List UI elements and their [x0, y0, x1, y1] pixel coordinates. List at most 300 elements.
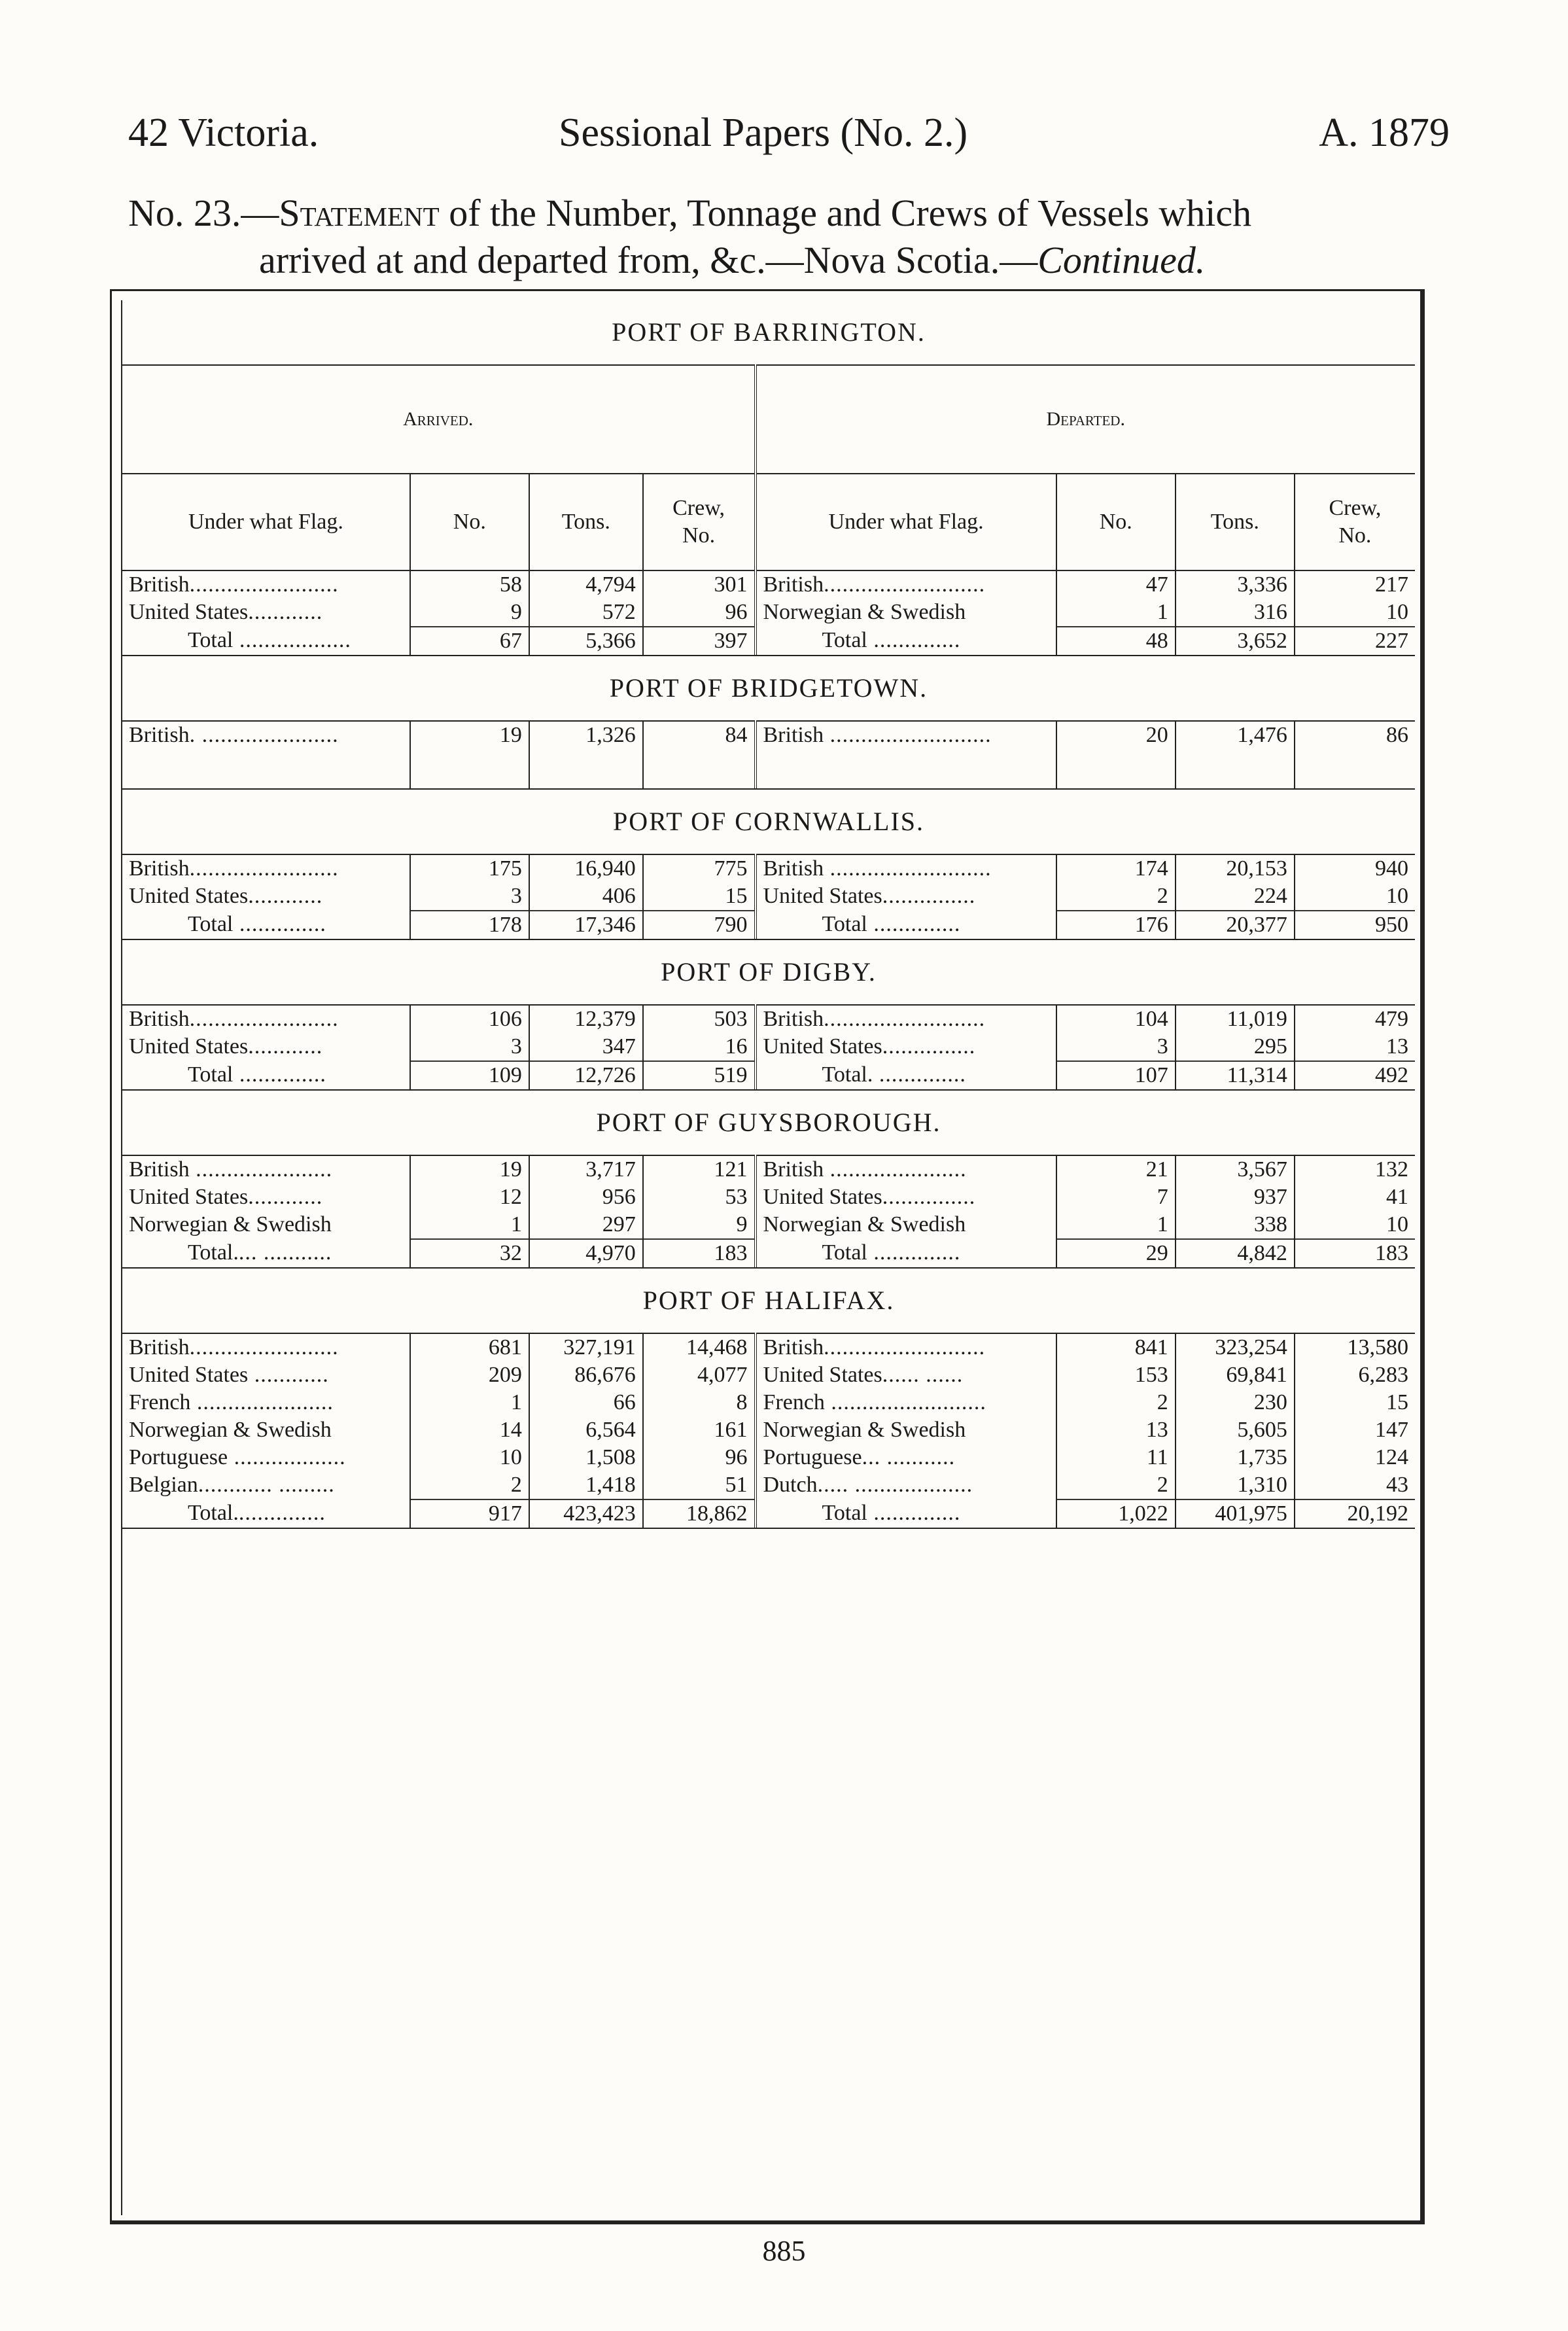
arrived-total-crew: 183 [643, 1239, 756, 1267]
departed-no-cell [1056, 570, 1176, 627]
departed-total-crew: 20,192 [1295, 1499, 1415, 1528]
port-heading-row [122, 939, 1415, 1005]
tonnage-value: 1,508 [585, 1445, 636, 1469]
tonnage-value: 1,326 [585, 723, 636, 747]
flag-line [129, 1334, 403, 1361]
departed-flag-header: Under what Flag. [756, 474, 1056, 570]
flag-name: British [129, 723, 190, 747]
flag-name: United States [763, 1034, 882, 1059]
port-total-row [122, 911, 1415, 939]
crew-header-line2: No. [682, 523, 716, 548]
departed-total-label-cell [756, 911, 1056, 939]
tonnage-value: 338 [1253, 1212, 1287, 1236]
flag-line [763, 1334, 1049, 1361]
tonnage-value: 3,336 [1237, 572, 1287, 597]
departed-no-cell [1056, 1333, 1176, 1499]
flag-name: British [763, 856, 824, 881]
flag-name: Portuguese [129, 1445, 228, 1469]
departed-crew-cell [1295, 1155, 1415, 1239]
leader-dots: ... ........... [238, 1240, 332, 1265]
port-name: PORT OF BRIDGETOWN. [122, 656, 1415, 721]
tonnage-value: 3,717 [585, 1157, 636, 1182]
arrived-total-no: 32 [410, 1239, 529, 1267]
spacer-cell [756, 749, 1056, 788]
crew-value: 940 [1375, 856, 1408, 881]
crew-value: 6,283 [1358, 1363, 1408, 1387]
vessel-count: 58 [499, 572, 522, 597]
vessels-table [122, 300, 1415, 1529]
arrived-total-crew: 397 [643, 627, 756, 655]
total-label: Total. [188, 1240, 239, 1265]
departed-total-tons: 20,377 [1176, 911, 1295, 939]
title-line1: of the Number, Tonnage and Crews of Vessels which [439, 192, 1252, 234]
departed-crew-cell [1295, 721, 1415, 749]
crew-value: 10 [1386, 600, 1408, 624]
leader-dots: ............... [882, 1185, 976, 1209]
vessel-count: 104 [1134, 1007, 1168, 1031]
flag-name: Norwegian & Swedish [763, 600, 966, 624]
departed-total-tons: 3,652 [1176, 627, 1295, 655]
arrived-heading: Arrived. [122, 365, 756, 474]
tonnage-value: 1,476 [1237, 723, 1287, 747]
arrived-tons-cell [529, 1333, 643, 1499]
crew-value: 15 [725, 884, 748, 908]
flag-name: Norwegian & Swedish [763, 1212, 966, 1236]
session-label: 42 Victoria. [128, 111, 319, 155]
leader-dots: . ...................... [189, 723, 339, 747]
flag-name: Norwegian & Swedish [129, 1418, 332, 1442]
leader-dots: ............ ......... [198, 1473, 335, 1497]
vessel-count: 3 [1157, 1034, 1168, 1059]
port-data-row [122, 570, 1415, 627]
flag-name: British [129, 1007, 190, 1031]
flag-line [763, 599, 1049, 626]
crew-value: 14,468 [686, 1335, 748, 1359]
departed-tons-cell [1176, 1333, 1295, 1499]
spacer-cell [1295, 749, 1415, 788]
vessel-count: 2 [1157, 1473, 1168, 1497]
arrived-total-label-cell [122, 1239, 410, 1267]
vessel-count: 9 [510, 600, 522, 624]
port-name: PORT OF DIGBY. [122, 939, 1415, 1005]
departed-total-no: 1,022 [1056, 1499, 1176, 1528]
flag-name: British [129, 1335, 190, 1359]
flag-line [763, 722, 1049, 749]
departed-crew-header [1295, 474, 1415, 570]
port-heading-row [122, 656, 1415, 721]
departed-heading: Departed. [756, 365, 1416, 474]
crew-value: 124 [1375, 1445, 1408, 1469]
flag-line [763, 571, 1049, 599]
crew-value: 10 [1386, 1212, 1408, 1236]
flag-line [763, 1416, 1049, 1444]
leader-dots: ............... [882, 884, 976, 908]
statement-number: No. 23.— [128, 192, 279, 234]
arrived-total-tons: 4,970 [529, 1239, 643, 1267]
running-header [128, 110, 1450, 162]
leader-dots: ...... ...... [882, 1363, 964, 1387]
port-total-row [122, 627, 1415, 655]
leader-dots: ............ [248, 884, 323, 908]
tonnage-value: 3,567 [1237, 1157, 1287, 1182]
departed-total-crew: 227 [1295, 627, 1415, 655]
departed-total-crew: 492 [1295, 1061, 1415, 1089]
tonnage-value: 16,940 [574, 856, 636, 881]
arrived-total-tons: 5,366 [529, 627, 643, 655]
port-total-row [122, 1239, 1415, 1267]
flag-line [763, 1389, 1049, 1416]
arrived-flag-cell [122, 1155, 410, 1239]
vessel-count: 10 [499, 1445, 522, 1469]
leader-dots: .............. [873, 1062, 966, 1087]
leader-dots: ...................... [190, 1390, 334, 1414]
leader-dots: .............. [867, 1501, 961, 1525]
vessel-count: 841 [1134, 1335, 1168, 1359]
flag-name: Norwegian & Swedish [129, 1212, 332, 1236]
port-data-row [122, 854, 1415, 911]
flag-name: United States [129, 1034, 249, 1059]
leader-dots: ... ........... [862, 1445, 956, 1469]
port-data-row [122, 1333, 1415, 1499]
tonnage-value: 1,310 [1237, 1473, 1287, 1497]
arrived-total-crew: 519 [643, 1061, 756, 1089]
flag-line [763, 1361, 1049, 1389]
leader-dots: .............. [238, 1501, 326, 1525]
arrived-no-cell [410, 1155, 529, 1239]
vessel-count: 7 [1157, 1185, 1168, 1209]
tonnage-value: 6,564 [585, 1418, 636, 1442]
departed-total-tons: 11,314 [1176, 1061, 1295, 1089]
departed-crew-cell [1295, 1005, 1415, 1061]
vessel-count: 209 [488, 1363, 522, 1387]
leader-dots: .......................... [824, 1007, 986, 1031]
port-name: PORT OF BARRINGTON. [122, 300, 1415, 365]
leader-dots: .......................... [824, 723, 992, 747]
crew-value: 15 [1386, 1390, 1408, 1414]
flag-line [763, 1211, 1049, 1238]
tonnage-value: 937 [1253, 1185, 1287, 1209]
flag-name: United States [129, 1185, 249, 1209]
leader-dots: .............. [233, 1062, 326, 1087]
crew-value: 96 [725, 1445, 748, 1469]
flag-name: Belgian [129, 1473, 198, 1497]
port-heading-row [122, 1268, 1415, 1333]
continued-label: Continued. [1037, 239, 1206, 281]
vessel-count: 681 [488, 1335, 522, 1359]
leader-dots: ............ [248, 600, 323, 624]
leader-dots: ............ [248, 1034, 323, 1059]
spacer-cell [1056, 749, 1176, 788]
crew-value: 41 [1386, 1185, 1408, 1209]
crew-value: 161 [714, 1418, 748, 1442]
crew-value: 775 [714, 856, 748, 881]
arrived-flag-cell [122, 1333, 410, 1499]
flag-line [129, 599, 403, 626]
arrived-total-tons: 12,726 [529, 1061, 643, 1089]
tonnage-value: 69,841 [1226, 1363, 1287, 1387]
crew-value: 132 [1375, 1157, 1408, 1182]
flag-line [129, 1033, 403, 1060]
leader-dots: .................. [233, 628, 351, 652]
vessel-count: 106 [488, 1007, 522, 1031]
tonnage-value: 297 [602, 1212, 636, 1236]
crew-value: 51 [725, 1473, 748, 1497]
arrived-total-tons: 17,346 [529, 911, 643, 939]
departed-total-label-cell [756, 1499, 1056, 1528]
port-data-row [122, 1005, 1415, 1061]
arrived-total-crew: 18,862 [643, 1499, 756, 1528]
port-total-row [122, 1499, 1415, 1528]
arrived-total-no: 917 [410, 1499, 529, 1528]
total-label: Total [822, 912, 867, 936]
flag-line [129, 1471, 403, 1499]
flag-line [763, 1033, 1049, 1060]
flag-name: United States [763, 1185, 882, 1209]
arrived-flag-cell [122, 1005, 410, 1061]
vessel-count: 1 [1157, 1212, 1168, 1236]
departed-total-label-cell [756, 1239, 1056, 1267]
tonnage-value: 20,153 [1226, 856, 1287, 881]
tonnage-value: 86,676 [574, 1363, 636, 1387]
vessel-count: 14 [499, 1418, 522, 1442]
arrived-flag-cell [122, 570, 410, 627]
flag-name: British [129, 1157, 190, 1182]
port-heading-row [122, 789, 1415, 854]
arrived-no-cell [410, 854, 529, 911]
departed-no-cell [1056, 854, 1176, 911]
flag-name: United States [763, 1363, 882, 1387]
flag-name: French [763, 1390, 825, 1414]
arrived-flag-cell [122, 721, 410, 749]
tonnage-value: 230 [1253, 1390, 1287, 1414]
total-label: Total [822, 1240, 867, 1265]
arrived-total-label-cell [122, 627, 410, 655]
total-label: Total [822, 1501, 867, 1525]
flag-line [763, 1183, 1049, 1211]
port-name: PORT OF CORNWALLIS. [122, 789, 1415, 854]
flag-name: British [763, 1157, 824, 1182]
port-heading-row [122, 1090, 1415, 1155]
leader-dots: ............ [248, 1185, 323, 1209]
port-total-row [122, 1061, 1415, 1089]
tonnage-value: 5,605 [1237, 1418, 1287, 1442]
vessel-count: 2 [1157, 884, 1168, 908]
departed-total-label-cell [756, 1061, 1056, 1089]
departed-total-crew: 950 [1295, 911, 1415, 939]
vessel-count: 20 [1145, 723, 1168, 747]
departed-tons-cell [1176, 1005, 1295, 1061]
port-name: PORT OF GUYSBOROUGH. [122, 1090, 1415, 1155]
flag-name: United States [763, 884, 882, 908]
crew-value: 43 [1386, 1473, 1408, 1497]
arrived-total-no: 67 [410, 627, 529, 655]
vessel-count: 3 [510, 1034, 522, 1059]
arrived-no-cell [410, 1333, 529, 1499]
spacer-cell [529, 749, 643, 788]
vessel-count: 175 [488, 856, 522, 881]
vessel-count: 11 [1147, 1445, 1168, 1469]
vessel-count: 2 [1157, 1390, 1168, 1414]
flag-line [129, 1444, 403, 1471]
port-data-row [122, 721, 1415, 749]
tonnage-value: 572 [602, 600, 636, 624]
flag-line [763, 1471, 1049, 1499]
vessel-count: 3 [510, 884, 522, 908]
tonnage-value: 11,019 [1227, 1007, 1287, 1031]
flag-line [129, 1416, 403, 1444]
leader-dots: .............. [867, 912, 961, 936]
vessel-count: 13 [1145, 1418, 1168, 1442]
tonnage-value: 1,418 [585, 1473, 636, 1497]
arrived-crew-cell [643, 854, 756, 911]
page-title [128, 190, 1450, 284]
flag-line [129, 1156, 403, 1183]
arrived-tons-cell [529, 1005, 643, 1061]
arrived-total-tons: 423,423 [529, 1499, 643, 1528]
departed-no-cell [1056, 721, 1176, 749]
departed-total-tons: 4,842 [1176, 1239, 1295, 1267]
arrived-departed-header-row [122, 365, 1415, 474]
arrived-flag-cell [122, 854, 410, 911]
departed-crew-cell [1295, 1333, 1415, 1499]
arrived-tons-header: Tons. [529, 474, 643, 570]
crew-value: 4,077 [697, 1363, 748, 1387]
spacer-cell [1176, 749, 1295, 788]
leader-dots: ........................ [189, 1335, 339, 1359]
tonnage-value: 224 [1253, 884, 1287, 908]
leader-dots: ..... ................... [817, 1473, 973, 1497]
departed-tons-cell [1176, 570, 1295, 627]
departed-total-no: 107 [1056, 1061, 1176, 1089]
departed-tons-header: Tons. [1176, 474, 1295, 570]
arrived-total-label-cell [122, 1499, 410, 1528]
flag-name: Portuguese [763, 1445, 862, 1469]
arrived-total-no: 109 [410, 1061, 529, 1089]
sessional-papers-label: Sessional Papers (No. 2.) [559, 111, 968, 155]
crew-value: 8 [736, 1390, 748, 1414]
departed-total-no: 29 [1056, 1239, 1176, 1267]
leader-dots: ............... [882, 1034, 976, 1059]
tonnage-value: 1,735 [1237, 1445, 1287, 1469]
arrived-crew-cell [643, 1333, 756, 1499]
total-label: Total [188, 912, 234, 936]
port-data-row [122, 1155, 1415, 1239]
departed-no-header: No. [1056, 474, 1176, 570]
arrived-flag-header: Under what Flag. [122, 474, 410, 570]
flag-name: British [763, 1007, 824, 1031]
crew-header-line2: No. [1338, 523, 1372, 548]
departed-total-no: 176 [1056, 911, 1176, 939]
flag-line [763, 1156, 1049, 1183]
total-label: Total [188, 628, 234, 652]
flag-line [129, 855, 403, 883]
flag-line [763, 1444, 1049, 1471]
crew-value: 53 [725, 1185, 748, 1209]
total-label: Total [822, 628, 867, 652]
departed-flag-cell [756, 721, 1056, 749]
leader-dots: .............. [233, 912, 326, 936]
flag-line [763, 883, 1049, 910]
arrived-crew-cell [643, 1005, 756, 1061]
total-label: Total [188, 1062, 234, 1087]
departed-total-tons: 401,975 [1176, 1499, 1295, 1528]
arrived-tons-cell [529, 1155, 643, 1239]
crew-value: 147 [1375, 1418, 1408, 1442]
tonnage-value: 295 [1253, 1034, 1287, 1059]
vessel-count: 174 [1134, 856, 1168, 881]
departed-tons-cell [1176, 721, 1295, 749]
spacer-cell [122, 749, 410, 788]
arrived-no-cell [410, 721, 529, 749]
departed-flag-cell [756, 854, 1056, 911]
leader-dots: ...................... [824, 1157, 967, 1182]
flag-line [129, 1361, 403, 1389]
flag-line [763, 855, 1049, 883]
year-label: A. 1879 [1319, 111, 1450, 155]
flag-name: United States [129, 600, 249, 624]
crew-value: 217 [1375, 572, 1408, 597]
flag-line [129, 1006, 403, 1033]
crew-value: 96 [725, 600, 748, 624]
arrived-total-crew: 790 [643, 911, 756, 939]
flag-name: French [129, 1390, 191, 1414]
leader-dots: .................. [228, 1445, 346, 1469]
port-heading-row [122, 300, 1415, 365]
spacer-cell [410, 749, 529, 788]
flag-name: British [763, 572, 824, 597]
statement-word: Statement [279, 192, 440, 234]
flag-name: British [129, 856, 190, 881]
departed-flag-cell [756, 1155, 1056, 1239]
flag-name: Dutch [763, 1473, 818, 1497]
leader-dots: ........................ [189, 572, 339, 597]
crew-value: 13,580 [1347, 1335, 1408, 1359]
column-header-row [122, 474, 1415, 570]
departed-flag-cell [756, 1333, 1056, 1499]
arrived-total-no: 178 [410, 911, 529, 939]
flag-name: United States [129, 884, 249, 908]
departed-no-cell [1056, 1005, 1176, 1061]
arrived-total-label-cell [122, 1061, 410, 1089]
page-number: 885 [762, 2235, 806, 2267]
flag-line [129, 1211, 403, 1238]
arrived-total-label-cell [122, 911, 410, 939]
departed-crew-cell [1295, 570, 1415, 627]
leader-dots: .......................... [824, 1335, 986, 1359]
arrived-tons-cell [529, 854, 643, 911]
vessel-count: 19 [499, 723, 522, 747]
leader-dots: ............ [248, 1363, 329, 1387]
arrived-crew-cell [643, 570, 756, 627]
vessel-count: 19 [499, 1157, 522, 1182]
flag-name: British [763, 1335, 824, 1359]
arrived-tons-cell [529, 721, 643, 749]
arrived-tons-cell [529, 570, 643, 627]
flag-name: British [129, 572, 190, 597]
flag-name: United States [129, 1363, 249, 1387]
leader-dots: .............. [867, 1240, 961, 1265]
tonnage-value: 406 [602, 884, 636, 908]
vessel-count: 2 [510, 1473, 522, 1497]
flag-line [129, 1389, 403, 1416]
departed-tons-cell [1176, 854, 1295, 911]
departed-flag-cell [756, 1005, 1056, 1061]
crew-header-line1: Crew, [672, 496, 725, 520]
arrived-crew-header [643, 474, 756, 570]
vessel-count: 1 [510, 1390, 522, 1414]
flag-name: Norwegian & Swedish [763, 1418, 966, 1442]
crew-value: 9 [736, 1212, 748, 1236]
